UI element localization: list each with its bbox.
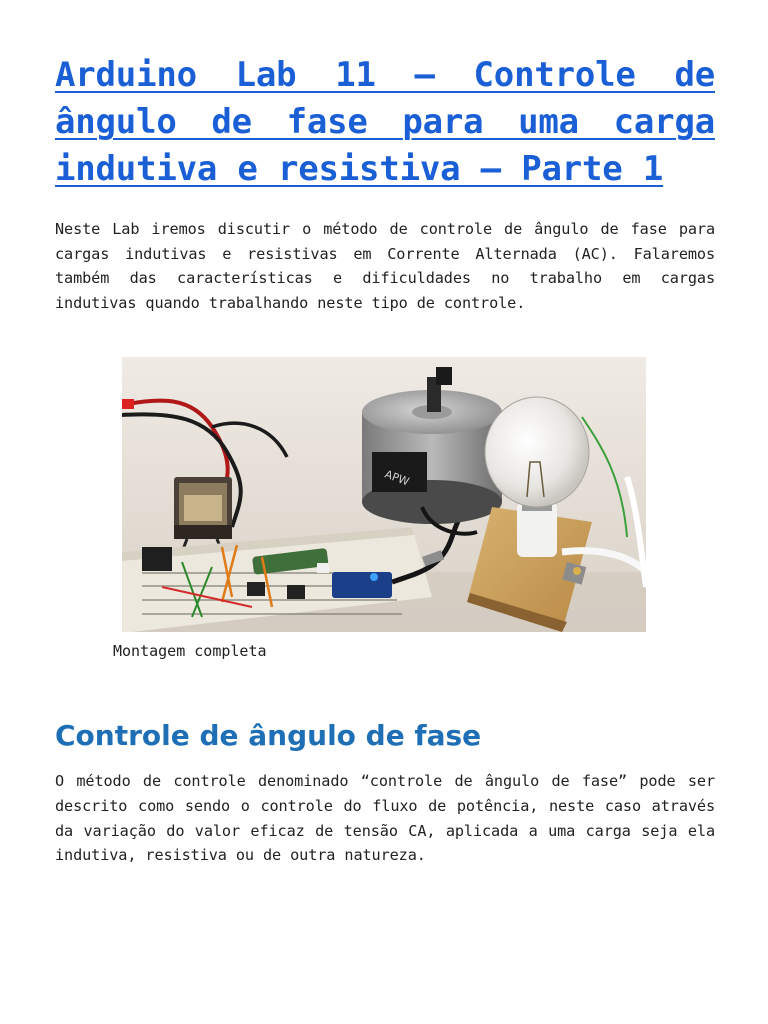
section-paragraph: O método de controle denominado “controle de ângulo de fase” pode ser descrito como sendo o controle do fluxo de potência, neste caso através da variação do valor eficaz de tensão CA, aplicada a uma carga seja ela indutiva, resistiva ou de outra natureza.	[55, 772, 715, 865]
circuit-photo	[122, 357, 646, 632]
intro-paragraph: Neste Lab iremos discutir o método de controle de ângulo de fase para cargas indutivas e resistivas em Corrente Alternada (AC). Falaremos também das características e dificuldades no trabalho em cargas indutivas quando trabalhando neste tipo de controle.	[55, 220, 715, 312]
circuit-photo-illustration	[122, 357, 646, 632]
section-heading: Controle de ângulo de fase	[55, 719, 482, 753]
motor-label: APW	[382, 467, 411, 489]
article-title-link[interactable]: Arduino Lab 11 – Controle de ângulo de fase para uma carga indutiva e resistiva – Parte 1	[55, 55, 715, 189]
figure	[55, 357, 715, 661]
figure-caption: Montagem completa	[113, 642, 267, 661]
article	[55, 52, 715, 868]
